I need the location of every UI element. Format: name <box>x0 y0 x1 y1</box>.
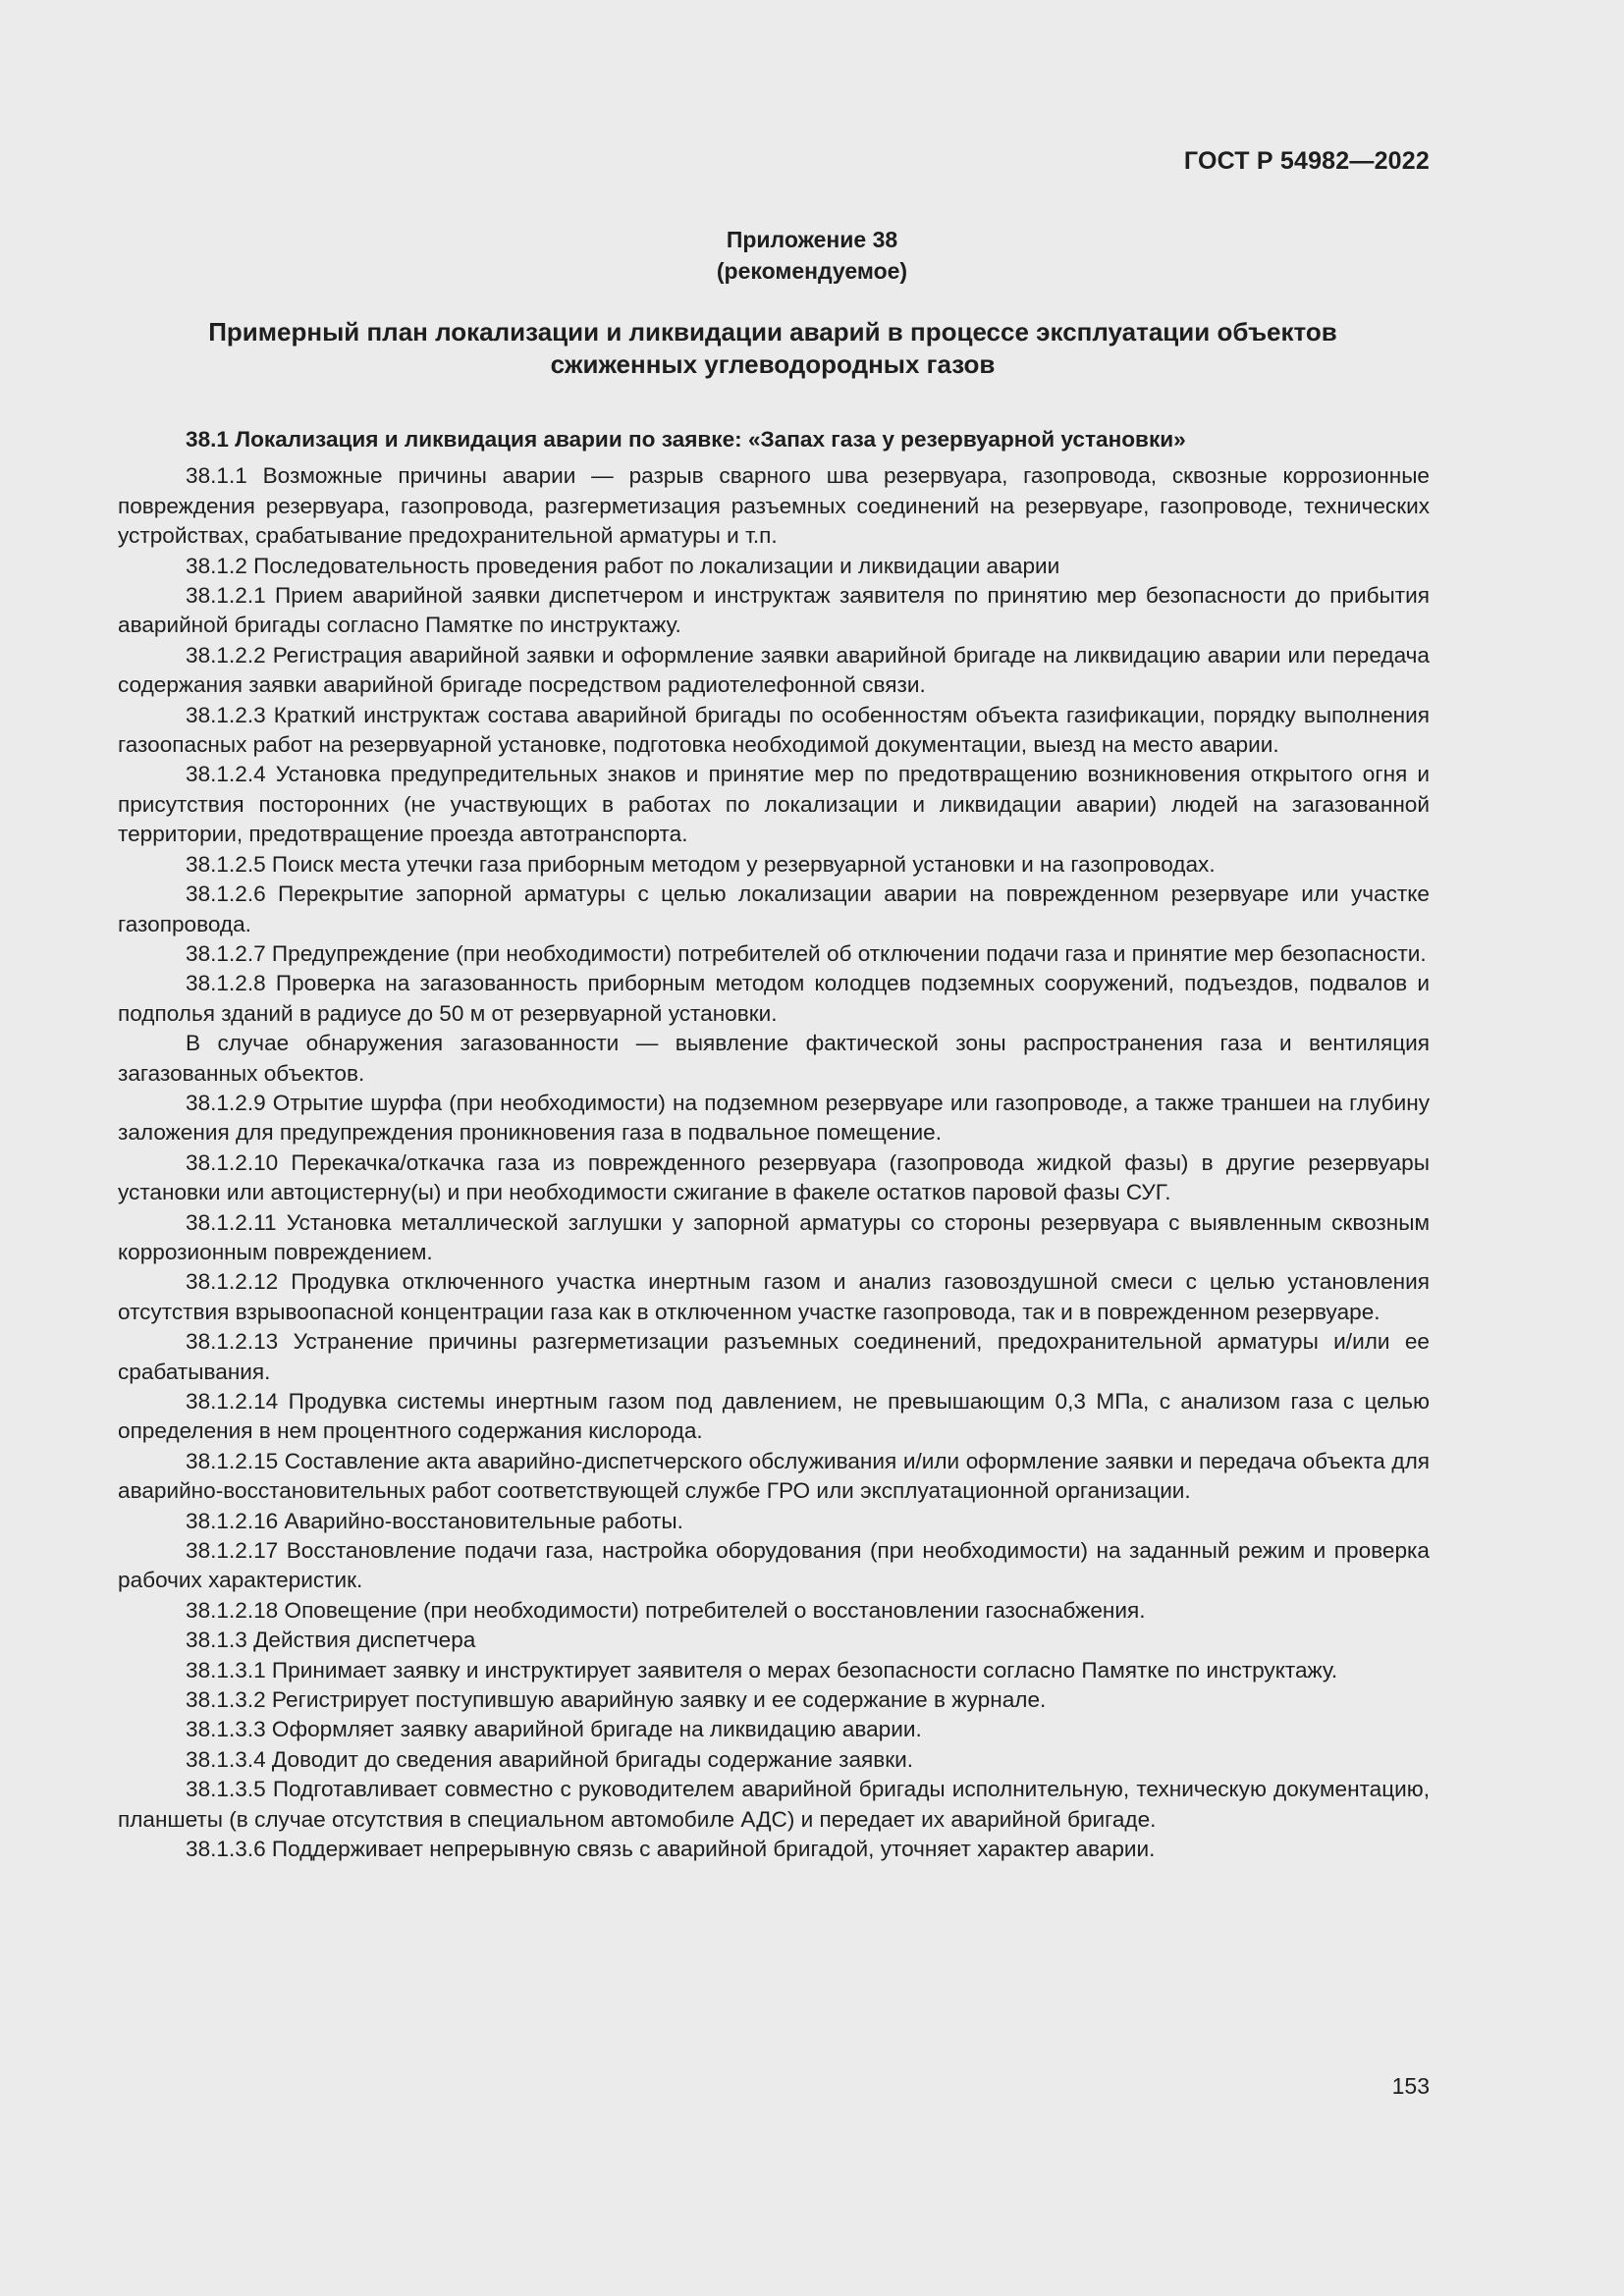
document-title-line-2: сжиженных углеводородных газов <box>550 349 996 379</box>
paragraph: 38.1.3.4 Доводит до сведения аварийной бригады содержание заявки. <box>186 1746 914 1772</box>
paragraph: 38.1.2.15 Составление акта аварийно-диспетчерского обслуживания и/или оформление заявки и передача объекта для аварийно-восстановительных работ соответствующей службе ГРО или эксплуатационной организации. <box>118 1448 1430 1504</box>
document-title-line-1: Примерный план локализации и ликвидации аварий в процессе эксплуатации объектов <box>208 317 1337 347</box>
paragraph: 38.1.2.1 Прием аварийной заявки диспетчером и инструктаж заявителя по принятию мер безопасности до прибытия аварийной бригады согласно Памятке по инструктажу. <box>118 583 1430 638</box>
paragraph: 38.1.2.2 Регистрация аварийной заявки и оформление заявки аварийной бригаде на ликвидацию аварии или передача содержания заявки аварийной бригаде посредством радиотелефонной связи. <box>118 642 1430 698</box>
paragraph: 38.1.2.13 Устранение причины разгерметизации разъемных соединений, предохранительной арматуры и/или ее срабатывания. <box>118 1329 1430 1384</box>
paragraph: 38.1.3.2 Регистрирует поступившую аварийную заявку и ее содержание в журнале. <box>186 1687 1047 1713</box>
paragraph: В случае обнаружения загазованности — выявление фактической зоны распространения газа и вентиляция загазованных объектов. <box>118 1031 1430 1086</box>
paragraph: 38.1.2.6 Перекрытие запорной арматуры с целью локализации аварии на поврежденном резервуаре или участке газопровода. <box>118 881 1430 936</box>
paragraph: 38.1.2.18 Оповещение (при необходимости) потребителей о восстановлении газоснабжения. <box>186 1597 1146 1623</box>
paragraph: 38.1.1 Возможные причины аварии — разрыв сварного шва резервуара, газопровода, сквозные коррозионные повреждения резервуара, газопровода, разгерметизация разъемных соединений на резервуаре, газопроводе, технических устройствах, срабатывание предохранительной арматуры и т.п. <box>118 463 1430 549</box>
appendix-label: Приложение 38 <box>726 227 898 252</box>
paragraph: 38.1.3.5 Подготавливает совместно с руководителем аварийной бригады исполнительную, техническую документацию, планшеты (в случае отсутствия в специальном автомобиле АДС) и передает их аварийной бригаде. <box>118 1777 1430 1832</box>
paragraph: 38.1.3.1 Принимает заявку и инструктирует заявителя о мерах безопасности согласно Памятке по инструктажу. <box>186 1657 1338 1682</box>
paragraph: 38.1.3.6 Поддерживает непрерывную связь с аварийной бригадой, уточняет характер аварии. <box>186 1837 1156 1862</box>
paragraph-list <box>118 461 1430 1864</box>
standard-id: ГОСТ Р 54982—2022 <box>1183 147 1430 175</box>
appendix-heading <box>0 224 1624 287</box>
paragraph: 38.1.2.3 Краткий инструктаж состава аварийной бригады по особенностям объекта газификации, порядку выполнения газоопасных работ на резервуарной установке, подготовка необходимой документации, выезд на место аварии. <box>118 702 1430 758</box>
paragraph: 38.1.2.5 Поиск места утечки газа приборным методом у резервуарной установки и на газопроводах. <box>186 851 1216 877</box>
document-title <box>118 316 1428 381</box>
paragraph: 38.1.2.14 Продувка системы инертным газом под давлением, не превышающим 0,3 МПа, с анализом газа с целью определения в нем процентного содержания кислорода. <box>118 1389 1430 1444</box>
paragraph: 38.1.2.11 Установка металлической заглушки у запорной арматуры со стороны резервуара с выявленным сквозным коррозионным повреждением. <box>118 1209 1430 1264</box>
paragraph: 38.1.2 Последовательность проведения работ по локализации и ликвидации аварии <box>186 553 1060 578</box>
paragraph: 38.1.3 Действия диспетчера <box>186 1628 476 1653</box>
paragraph: 38.1.2.10 Перекачка/откачка газа из поврежденного резервуара (газопровода жидкой фазы) в другие резервуары установки или автоцистерну(ы) и при необходимости сжигание в факеле остатков паровой фазы СУГ. <box>118 1149 1430 1205</box>
section-heading: 38.1 Локализация и ликвидация аварии по заявке: «Запах газа у резервуарной установки» <box>186 427 1186 452</box>
page-number: 153 <box>1391 2073 1430 2099</box>
section-body <box>118 425 1430 1865</box>
paragraph: 38.1.2.4 Установка предупредительных знаков и принятие мер по предотвращению возникновения открытого огня и присутствия посторонних (не участвующих в работах по локализации и ликвидации аварии) людей на загазованной территории, предотвращение проезда автотранспорта. <box>118 762 1430 847</box>
paragraph: 38.1.3.3 Оформляет заявку аварийной бригаде на ликвидацию аварии. <box>186 1717 922 1742</box>
paragraph: 38.1.2.17 Восстановление подачи газа, настройка оборудования (при необходимости) на заданный режим и проверка рабочих характеристик. <box>118 1538 1430 1593</box>
paragraph: 38.1.2.12 Продувка отключенного участка инертным газом и анализ газовоздушной смеси с целью установления отсутствия взрывоопасной концентрации газа как в отключенном участке газопровода, так и в поврежденном резервуаре. <box>118 1269 1430 1324</box>
paragraph: 38.1.2.9 Отрытие шурфа (при необходимости) на подземном резервуаре или газопроводе, а также траншеи на глубину заложения для предупреждения проникновения газа в подвальное помещение. <box>118 1090 1430 1146</box>
appendix-status: (рекомендуемое) <box>716 258 908 284</box>
paragraph: 38.1.2.7 Предупреждение (при необходимости) потребителей об отключении подачи газа и принятие мер безопасности. <box>186 940 1427 966</box>
paragraph: 38.1.2.16 Аварийно-восстановительные работы. <box>186 1508 683 1533</box>
paragraph: 38.1.2.8 Проверка на загазованность приборным методом колодцев подземных сооружений, подъездов, подвалов и подполья зданий в радиусе до 50 м от резервуарной установки. <box>118 971 1430 1026</box>
